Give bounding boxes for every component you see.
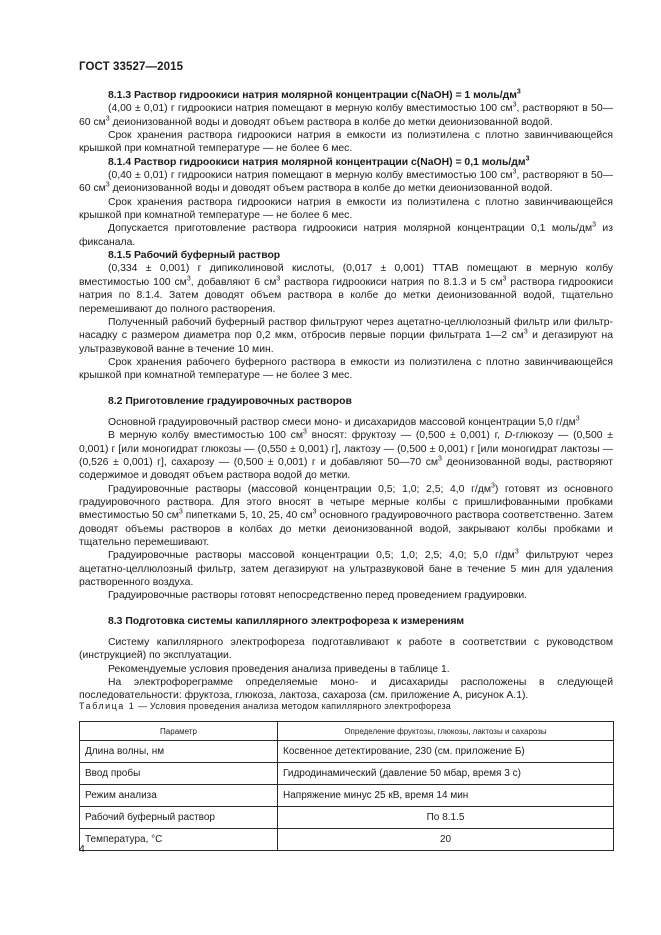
paragraph: (0,334 ± 0,001) г дипиколиновой кислоты, (0,017 ± 0,001) ТТАВ помещают в мерную колбу вместимостью 100 $см^3$, добавляют 6 $см^3$ раствора гидроокиси натрия по 8.1.3 и 5 $см^3$ раствора гидроокиси натрия по 8.1.4. Затем доводят объем раствора в колбе до метки деионизованной водой, тщательно перемешивают до полного растворения. (79, 263, 614, 315)
table-cell-parameter: Ввод пробы (80, 763, 278, 785)
paragraph: Основной градуировочный раствор смеси моно- и дисахаридов массовой концентрации 5,0 $г/дм^3$ (108, 415, 580, 428)
table-caption-text: — Условия проведения анализа методом капиллярного электрофореза (135, 701, 451, 711)
paragraph: Градуировочные растворы готовят непосредственно перед проведением градуировки. (108, 590, 528, 602)
paragraph: Градуировочные растворы массовой концентрации 0,5; 1,0; 2,5; 4,0; 5,0 $г/дм^3$ фильтруют через ацетатно-целлюлозный фильтр, затем дегазируют на ультразвуковой бане в течение 5 мин для удаления растворенного воздуха. (79, 548, 613, 589)
paragraph: В мерную колбу вместимостью 100 $см^3$ вносят: фруктозу — (0,500 ± 0,001) г, D-глюкозу — (0,500 ± 0,001) г [или моногидрат глюкозы — (0,550 ± 0,001) г], лактозу — (0,500 ± 0,001) г [или моногидрат лактозы — (0,526 ± 0,001) г], сахарозу — (0,500 ± 0,001) г и добавляют 50—70 $см^3$ деонизованной воды, растворяют содержимое и доводят объем раствора водой до метки. (79, 428, 613, 482)
section-heading: 8.1.5 Рабочий буферный раствор (108, 250, 281, 262)
paragraph: Полученный рабочий буферный раствор фильтруют через ацетатно-целлюлозный фильтр или фильтр-насадку с размером диаметра пор 0,2 мкм, отбросив первые порции фильтрата 1—2 $см^3$ и дегазируют на ультразвуковой ванне в течение 10 мин. (79, 316, 614, 355)
table-caption (79, 701, 451, 711)
table-header-determination: Определение фруктозы, глюкозы, лактозы и сахарозы (278, 722, 614, 741)
section-gap (79, 628, 613, 636)
paragraph: Срок хранения раствора гидроокиси натрия в емкости из полиэтилена с плотно завинчивающейся крышкой при комнатной температуре — не более 6 мес. (79, 196, 613, 222)
table-row (80, 763, 614, 785)
section-gap (79, 408, 613, 416)
paragraph: Градуировочные растворы (массовой концентрации 0,5; 1,0; 2,5; 4,0 $г/дм^3$) готовят из основного градуировочного раствора. Для этого вносят в четыре мерные колбы с пришлифованными пробками вместимостью 50 $см^3$ пипетками 5, 10, 25, 40 $см^3$ основного градуировочного раствора соответственно. Затем доводят объемы растворов в колбах до метки деионизованной водой, закрывают колбы пробками и тщательно перемешивают. (79, 482, 613, 548)
page-number: 4 (79, 843, 85, 855)
paragraph: Срок хранения рабочего буферного раствора в емкости из полиэтилена с плотно завинчивающейся крышкой при комнатной температуре — не более 3 мес. (79, 356, 613, 382)
table-row (80, 741, 614, 763)
table-cell-parameter: Температура, °С (80, 829, 278, 851)
paragraph: Допускается приготовление раствора гидроокиси натрия молярной концентрации 0,1 моль/$дм^3$ из фиксанала. (79, 221, 613, 248)
section-heading: 8.2 Приготовление градуировочных растворов (108, 395, 352, 407)
paragraph: Срок хранения раствора гидроокиси натрия в емкости из полиэтилена с плотно завинчивающейся крышкой при комнатной температуре — не более 6 мес. (79, 130, 613, 155)
body-text (79, 89, 613, 703)
table-cell-parameter: Длина волны, нм (80, 741, 278, 763)
table-row (80, 829, 614, 851)
table-cell-value: 20 (278, 829, 614, 851)
section-heading: 8.1.4 Раствор гидроокиси натрия молярной концентрации с(NaOH) = 0,1 моль/$дм^3$ (108, 155, 530, 168)
paragraph: Рекомендуемые условия проведения анализа приведены в таблице 1. (108, 663, 450, 675)
table-row (80, 785, 614, 807)
section-gap (79, 383, 613, 395)
conditions-table (79, 721, 614, 851)
table-cell-value: По 8.1.5 (278, 807, 614, 829)
table-cell-value: Гидродинамический (давление 50 мбар, время 3 с) (278, 763, 614, 785)
table-header-parameter: Параметр (80, 722, 278, 741)
table-header-row (80, 722, 614, 741)
table-cell-parameter: Режим анализа (80, 785, 278, 807)
table-caption-label: Таблица 1 (79, 701, 136, 711)
paragraph: (4,00 ± 0,01) г гидроокиси натрия помещают в мерную колбу вместимостью 100 $см^3$, растворяют в 50—60 $см^3$ деионизованной воды и доводят объем раствора в колбе до метки деионизованной водой. (79, 101, 613, 128)
paragraph: Систему капиллярного электрофореза подготавливают к работе в соответствии с руководством (инструкцией) по эксплуатации. (79, 637, 613, 662)
table-row (80, 807, 614, 829)
standard-header: ГОСТ 33527—2015 (79, 61, 184, 73)
table-cell-value: Напряжение минус 25 кВ, время 14 мин (278, 785, 614, 807)
table-cell-value: Косвенное детектирование, 230 (см. приложение Б) (278, 741, 614, 763)
paragraph: На электрофореграмме определяемые моно- и дисахариды расположены в следующей последовательности: фруктоза, глюкоза, лактоза, сахароза (см. приложение А, рисунок А.1). (79, 677, 613, 702)
paragraph: (0,40 ± 0,01) г гидроокиси натрия помещают в мерную колбу вместимостью 100 $см^3$, растворяют в 50—60 $см^3$ деионизованной воды и доводят объем раствора в колбе до метки деионизованной водой. (79, 168, 613, 195)
section-heading: 8.1.3 Раствор гидроокиси натрия молярной концентрации с(NaOH) = 1 моль/$дм^3$ (108, 88, 521, 101)
section-heading: 8.3 Подготовка системы капиллярного электрофореза к измерениям (108, 615, 465, 627)
section-gap (79, 603, 613, 615)
table-cell-parameter: Рабочий буферный раствор (80, 807, 278, 829)
